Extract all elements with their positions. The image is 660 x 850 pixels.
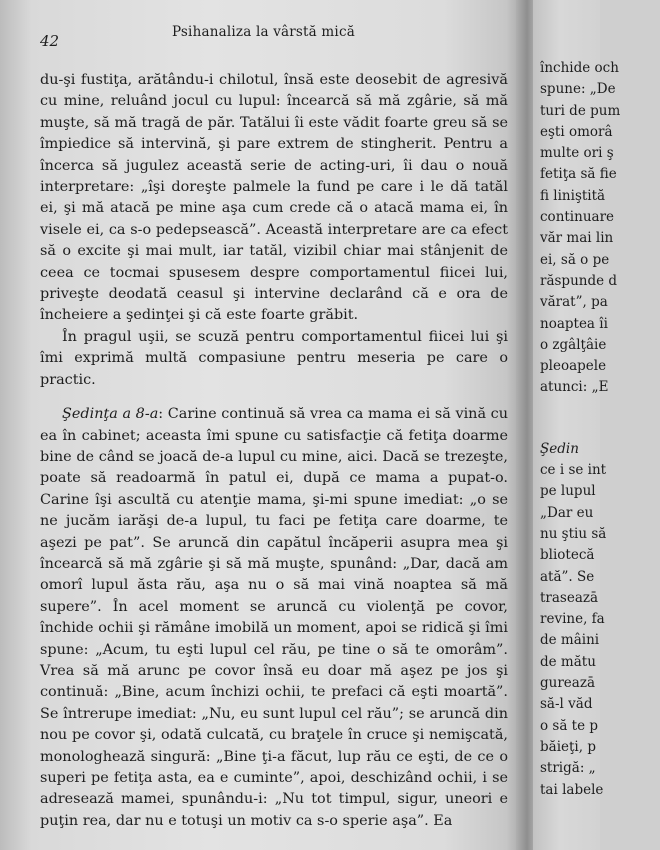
page-number: 42	[40, 32, 60, 50]
right-line: bliotecă	[540, 547, 595, 564]
right-line: nu ştiu să	[540, 525, 607, 542]
right-line: ce i se int	[540, 462, 607, 479]
right-line: strigă: „	[540, 760, 596, 777]
right-gap	[540, 399, 660, 439]
right-line: „Dar eu	[540, 504, 594, 521]
right-line: spune: „De	[540, 81, 616, 98]
right-line: ată”. Se	[540, 568, 595, 585]
right-line: închide och	[540, 60, 619, 76]
right-line: fi liniştită	[540, 187, 606, 204]
right-line: Şedin	[540, 440, 579, 457]
right-line: tai labele	[540, 781, 604, 798]
paragraph-1: du-şi fustiţa, arătându-i chilotul, însă este deosebit de agresivă cu mine, reluând jocul cu lupul: încearcă să mă zgârie, să mă muşte, să mă tragă de păr. Tatălui îi este vădit foarte greu să se împiedice să intervină, şi pare extrem de stingherit. Pentru a încerca să jugulez această serie de acting-uri, îi dau o nouă interpretare: „îşi doreşte palmele la fund pe care i le dă tatăl ei, şi mă atacă pe mine aşa cum crede că o atacă mama ei, în visele ei, ca s-o pedepsească”. Această interpretare are ca efect să o excite şi mai mult, iar tatăl, vizibil chiar mai stânjenit de ceea ce tocmai spusesem despre comportamentul fiicei lui, priveşte deodată ceasul şi intervine declarând că e ora de încheiere a şedinţei şi că este foarte grăbit.	[40, 72, 508, 324]
right-line: traseazā	[540, 589, 599, 606]
right-line: eşti omorâ	[540, 123, 613, 140]
right-line: multe ori ş	[540, 145, 614, 162]
right-line: răspunde d	[540, 272, 618, 289]
right-line: turi de pum	[540, 102, 621, 119]
paragraph-2: În pragul uşii, se scuză pentru comportamentul fiicei lui şi îmi exprimă multă compasiune pentru meseria pe care o practic.	[40, 328, 508, 388]
running-head: Psihanaliza la vârstă mică	[172, 24, 355, 40]
right-line: văr mai lin	[540, 230, 614, 247]
right-page-column	[540, 58, 660, 801]
paragraph-3-text: : Carine continuă să vrea ca mama ei să vină cu ea în cabinet; aceasta îmi spune cu satisfacţie că fetiţa doarme bine de când se joacă de-a lupul cu mine, aici. Dacă se trezeşte, poate să readoarmă în patul ei, după ce mama a pupat-o. Carine îşi ascultă cu atenţie mama, şi-mi spune imediat: „o se ne jucăm iarăşi de-a lupul, tu faci pe fetiţa care doarme, te aşezi pe pat”. Se aruncă din capătul încăperii asupra mea şi încearcă să mă zgârie şi să mă muşte, spunând: „Dar, dacă am omorî lupul ăsta rău, aşa nu o să mai vină noaptea să mă supere”. În acel moment se aruncă cu violenţă pe covor, închide ochii şi rămâne imobilă un moment, apoi se ridică şi îmi spune: „Acum, tu eşti lupul cel rău, pe tine o să te omorâm”. Vrea să mă arunc pe covor însă eu doar mă aşez pe jos şi continuă: „Bine, acum închizi ochii, te prefaci că eşti moartă”. Se întrerupe imediat: „Nu, eu sunt lupul cel rău”; se aruncă din nou pe covor şi, odată culcată, cu braţele în cruce şi nemişcată, monologhează singură: „Bine ţi-a făcut, lup rău ce eşti, de ce o superi pe fetiţa asta, ea e cuminte”, apoi, deschizând ochii, i se adresează mamei, spunându-i: „Nu tot timpul, sigur, uneori e puţin rea, dar nu e totuşi un motiv ca s-o sperie aşa”. Ea	[40, 406, 508, 829]
right-line: noaptea îi	[540, 315, 608, 332]
right-line: pleoapele	[540, 358, 607, 375]
right-line: o zgâlţâie	[540, 336, 607, 353]
right-line: pe lupul	[540, 483, 596, 500]
paragraph-gap	[40, 391, 508, 404]
right-line: de mâini	[540, 632, 600, 649]
right-line: băieţi, p	[540, 738, 596, 755]
right-line: revine, fa	[540, 611, 605, 628]
right-line: de mătu	[540, 653, 596, 670]
right-line: vărat”, pa	[540, 294, 608, 311]
right-line: ei, să o pe	[540, 251, 610, 268]
right-page-edge	[533, 0, 621, 850]
right-bottom-block	[540, 439, 660, 801]
session-label: Şedinţa a 8-a	[62, 406, 159, 423]
paragraph-3	[40, 404, 508, 832]
right-line: să-l văd	[540, 696, 593, 713]
right-line: fetiţa să fie	[540, 166, 617, 183]
right-line: atunci: „E	[540, 379, 609, 396]
right-line: continuare	[540, 209, 615, 226]
body-text	[40, 70, 508, 832]
right-line: gureazā	[540, 675, 595, 692]
right-top-block	[540, 58, 660, 399]
right-line: o să te p	[540, 717, 599, 734]
